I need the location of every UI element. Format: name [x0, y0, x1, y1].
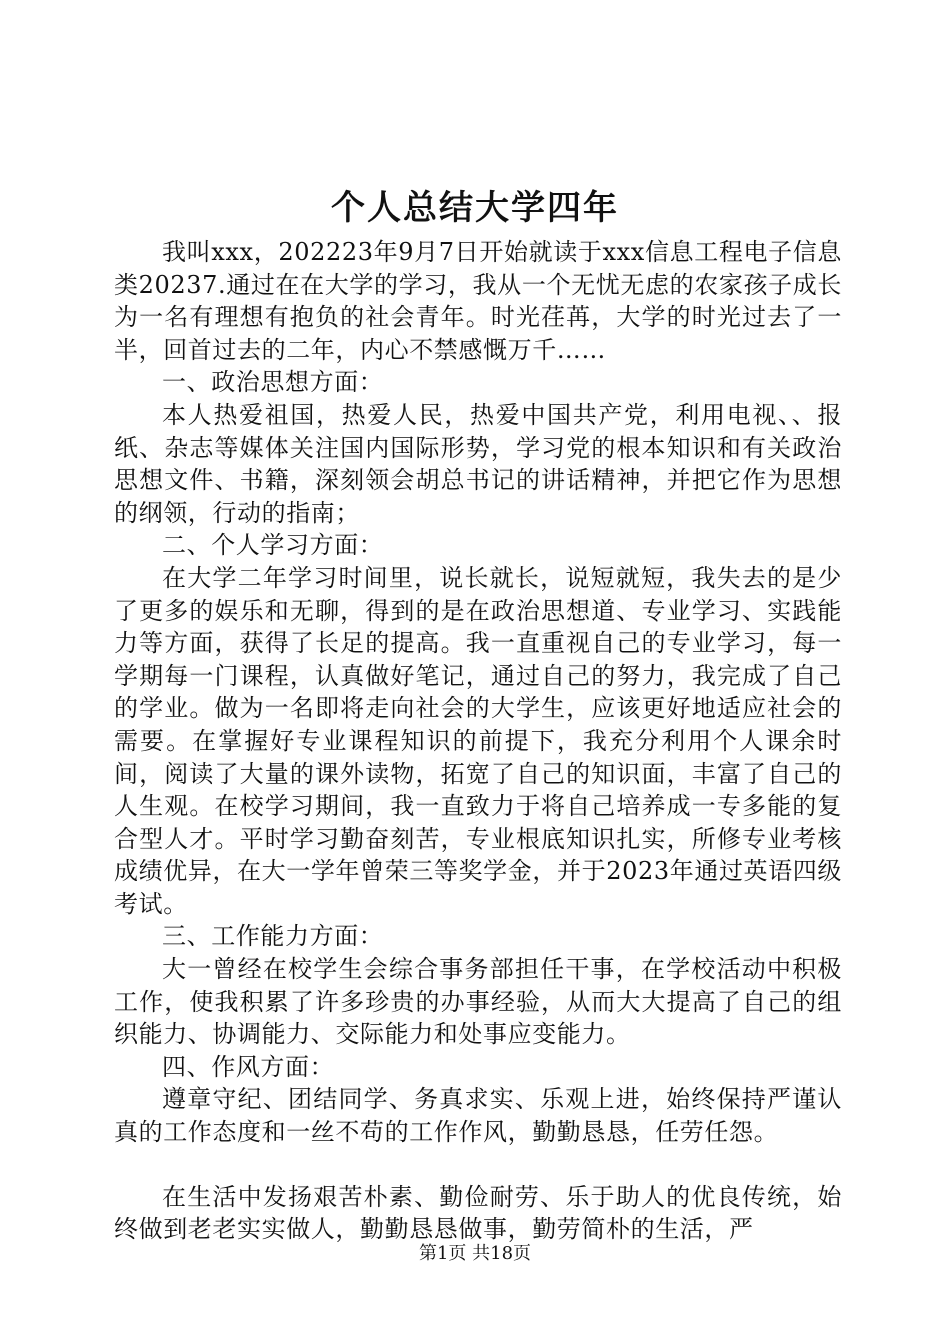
section-heading-work: 三、工作能力方面： — [162, 922, 384, 951]
document-body — [114, 236, 842, 1246]
closing-paragraph: 在生活中发扬艰苦朴素、勤俭耐劳、乐于助人的优良传统，始终做到老老实实做人，勤勤恳恳做事，勤劳简朴的生活，严 — [114, 1182, 842, 1244]
page-title: 个人总结大学四年 — [331, 188, 619, 228]
intro-paragraph: 我叫xxx，202223年9月7日开始就读于xxx信息工程电子信息类20237.通过在在大学的学习，我从一个无忧无虑的农家孩子成长为一名有理想有抱负的社会青年。时光荏苒，大学的时光过去了一半，回首过去的二年，内心不禁感慨万千…… — [114, 238, 842, 364]
section-body-politics: 本人热爱祖国，热爱人民，热爱中国共产党，利用电视、、报纸、杂志等媒体关注国内国际形势，学习党的根本知识和有关政治思想文件、书籍，深刻领会胡总书记的讲话精神，并把它作为思想的纲领，行动的指南； — [114, 400, 842, 527]
section-body-work: 大一曾经在校学生会综合事务部担任干事，在学校活动中积极工作，使我积累了许多珍贵的办事经验，从而大大提高了自己的组织能力、协调能力、交际能力和处事应变能力。 — [114, 955, 842, 1049]
paragraph-gap — [114, 1149, 842, 1181]
section-body-style: 遵章守纪、团结同学、务真求实、乐观上进，始终保持严谨认真的工作态度和一丝不苟的工作作风，勤勤恳恳，任劳任怨。 — [114, 1085, 842, 1147]
section-heading-study: 二、个人学习方面： — [162, 531, 384, 560]
section-heading-politics: 一、政治思想方面： — [162, 368, 384, 397]
page-number: 第1页 共18页 — [418, 1243, 532, 1264]
section-body-study: 在大学二年学习时间里，说长就长，说短就短，我失去的是少了更多的娱乐和无聊，得到的是在政治思想道、专业学习、实践能力等方面，获得了长足的提高。我一直重视自己的专业学习，每一学期每一门课程，认真做好笔记，通过自己的努力，我完成了自己的学业。做为一名即将走向社会的大学生，应该更好地适应社会的需要。在掌握好专业课程知识的前提下，我充分利用个人课余时间，阅读了大量的课外读物，拓宽了自己的知识面，丰富了自己的人生观。在校学习期间，我一直致力于将自己培养成一专多能的复合型人才。平时学习勤奋刻苦，专业根底知识扎实，所修专业考核成绩优异，在大一学年曾荣三等奖学金，并于2023年通过英语四级考试。 — [114, 563, 842, 918]
section-heading-style: 四、作风方面： — [162, 1052, 335, 1081]
